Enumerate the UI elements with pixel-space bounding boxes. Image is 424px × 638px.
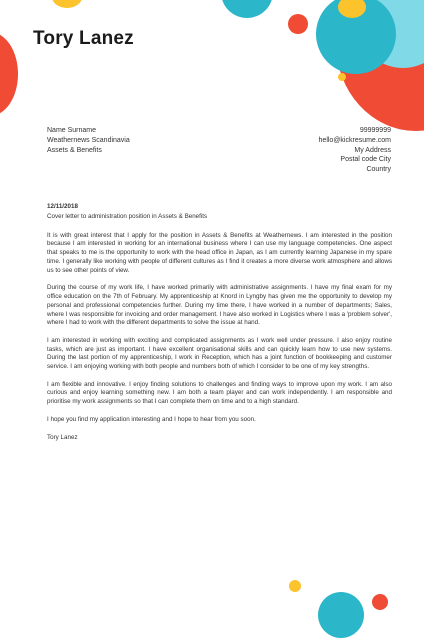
decor-circle-red-small [288,14,308,34]
page-title: Tory Lanez [33,28,134,49]
decor-circle-yellow-bottom [289,580,301,592]
recipient-name: Name Surname [47,127,97,134]
sender-phone: 99999999 [359,127,391,134]
letter-subject: Cover letter to administration position in Assets & Benefits [47,212,208,220]
decor-dot-yellow [338,73,346,81]
recipient-department: Assets & Benefits [47,146,102,154]
recipient-block [47,126,130,155]
paragraph-4: I am flexible and innovative. I enjoy finding solutions to challenges and finding ways to improve upon my work. I am also curious and enjoy learning something new. I am both a team player and can work independently. I am responsible and prioritise my work assignments so that I can complete them on time and to a high standard. [47,380,392,406]
decor-circle-yellow-top [52,0,82,8]
sender-postal: Postal code City [340,156,391,164]
paragraph-1: It is with great interest that I apply for the position in Assets & Benefits at Weathernews. I am interested in the position because I am interested in working for an international business where I can use my language competencies. One aspect that speaks to me is the opportunity to work with the head office in Japan, as I am currently learning Japanese in my spare time. I generally like working with people of different cultures as I find it creates a more diverse work atmosphere and allows us to see other points of view. [47,231,392,274]
paragraph-5: I hope you find my application interesting and I hope to hear from you soon. [47,415,256,423]
decor-circle-red-left [0,32,18,116]
recipient-company: Weathernews Scandinavia [47,136,130,144]
sender-block [319,126,391,175]
signature: Tory Lanez [47,434,78,442]
sender-country: Country [366,166,391,174]
sender-address: My Address [354,146,391,154]
sender-email: hello@kickresume.com [318,136,391,144]
letter-body [47,203,392,443]
paragraph-2: During the course of my work life, I have worked primarily with administrative assignments. I have my final exam for my office education on the 7th of February. My apprenticeship at Knord in Lyngby has given me the opportunity to develop my personal and professional competencies further. During my time there, I have worked in a number of departments; Sales, where I was responsible for invoicing and order management. I have also worked in Logistics where I was a 'problem solver', where I had to work with the different departments to solve the issue at hand. [47,284,392,327]
decor-circle-red-bottom [372,594,388,610]
paragraph-3: I am interested in working with exciting and complicated assignments as I work well under pressure. I also enjoy routine tasks, which are just as important. I have excellent organisational skills and can quickly learn how to use new systems. During the last portion of my apprenticeship, I work in Reception, which has a joint function of bookkeeping and customer service. I am enjoying working with both people and numbers both of which I consider to be one of my key strengths. [47,336,392,371]
decor-circle-teal-bottom [318,592,364,638]
decor-circle-teal-top [221,0,273,18]
letter-date: 12/11/2018 [47,203,78,210]
